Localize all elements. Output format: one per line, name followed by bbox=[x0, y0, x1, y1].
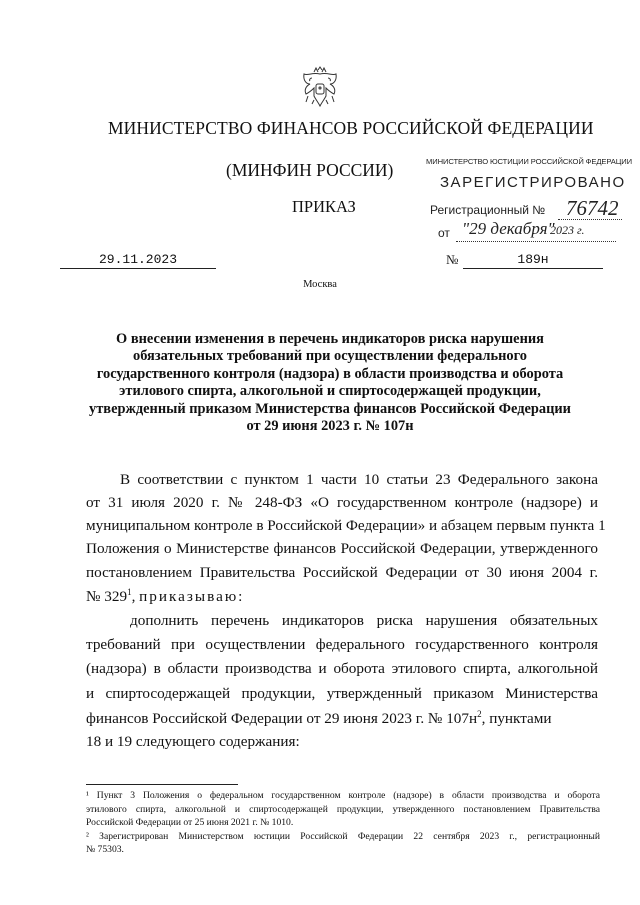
document-title bbox=[80, 331, 580, 435]
footnote-line: № 75303. bbox=[86, 844, 124, 856]
stamp-from-label: от bbox=[438, 226, 450, 240]
body-line: Положения о Министерстве финансов Российской Федерации, утвержденного bbox=[86, 540, 598, 557]
body-line: муниципальном контроле в Российской Федерации» и абзацем первым пункта 1 bbox=[86, 517, 606, 534]
stamp-regnum-label: Регистрационный № bbox=[430, 203, 546, 217]
title-line: государственного контроля (надзора) в области производства и оборота bbox=[96, 365, 564, 382]
order-date: 29.11.2023 bbox=[60, 252, 216, 269]
body-line: (надзора) в области производства и оборота этилового спирта, алкогольной bbox=[86, 660, 598, 677]
footnote-line: ² Зарегистрирован Министерством юстиции Российской Федерации 22 сентября 2023 г., регистрационный bbox=[86, 830, 600, 842]
double-headed-eagle-icon bbox=[300, 66, 340, 110]
body-line: 18 и 19 следующего содержания: bbox=[86, 733, 300, 750]
body-line: требований при осуществлении федерального государственного контроля bbox=[86, 636, 598, 653]
order-number: 189н bbox=[463, 252, 603, 269]
order-verb: приказываю: bbox=[139, 588, 245, 606]
footnote-line: этилового спирта, алкогольной и спиртосодержащей продукции, утвержденного постановлением Правительства bbox=[86, 803, 600, 815]
title-line: утвержденный приказом Министерства финансов Российской Федерации bbox=[89, 400, 571, 417]
body-line: от 31 июля 2020 г. № 248-ФЗ «О государственном контроле (надзоре) и bbox=[86, 494, 598, 511]
body-line: В соответствии с пунктом 1 части 10 статьи 23 Федерального закона bbox=[120, 471, 598, 488]
footnote-separator bbox=[86, 784, 238, 785]
stamp-registered: ЗАРЕГИСТРИРОВАНО bbox=[440, 174, 626, 191]
body-line: № $329^1$, приказываю: bbox=[86, 587, 245, 606]
ministry-short-name: (МИНФИН РОССИИ) bbox=[226, 160, 394, 180]
title-line: О внесении изменения в перечень индикаторов риска нарушения bbox=[116, 331, 544, 347]
title-line: этилового спирта, алкогольной и спиртосодержащей продукции, bbox=[119, 383, 541, 400]
title-line: от 29 июня 2023 г. № 107н bbox=[246, 418, 414, 435]
body-line: финансов Российской Федерации от 29 июня 2023 г. № $107н^2$, пунктами bbox=[86, 709, 552, 728]
registration-stamp bbox=[426, 155, 632, 245]
footnote-line: ¹ Пункт 3 Положения о федеральном государственном контроле (надзоре) в области производства и оборота bbox=[86, 790, 600, 801]
city: Москва bbox=[303, 279, 337, 290]
body-line: дополнить перечень индикаторов риска нарушения обязательных bbox=[130, 612, 598, 629]
stamp-regnum: 76742 bbox=[566, 196, 619, 220]
stamp-ministry: МИНИСТЕРСТВО ЮСТИЦИИ РОССИЙСКОЙ ФЕДЕРАЦИИ bbox=[426, 157, 632, 166]
footnote-line: Российской Федерации от 25 июня 2021 г. № 1010. bbox=[86, 817, 294, 829]
stamp-date: "29 декабря" bbox=[462, 219, 555, 238]
body-line: и спиртосодержащей продукции, утвержденный приказом Министерства bbox=[86, 685, 598, 702]
body-line: постановлением Правительства Российской Федерации от 30 июня 2004 г. bbox=[86, 564, 598, 581]
ministry-title: МИНИСТЕРСТВО ФИНАНСОВ РОССИЙСКОЙ ФЕДЕРАЦИИ bbox=[108, 118, 594, 138]
number-sign: № bbox=[446, 252, 459, 267]
title-line: обязательных требований при осуществлении федерального bbox=[133, 348, 527, 365]
document-type: ПРИКАЗ bbox=[292, 197, 356, 216]
stamp-year: 2023 г. bbox=[550, 223, 585, 237]
footnotes bbox=[86, 789, 600, 857]
